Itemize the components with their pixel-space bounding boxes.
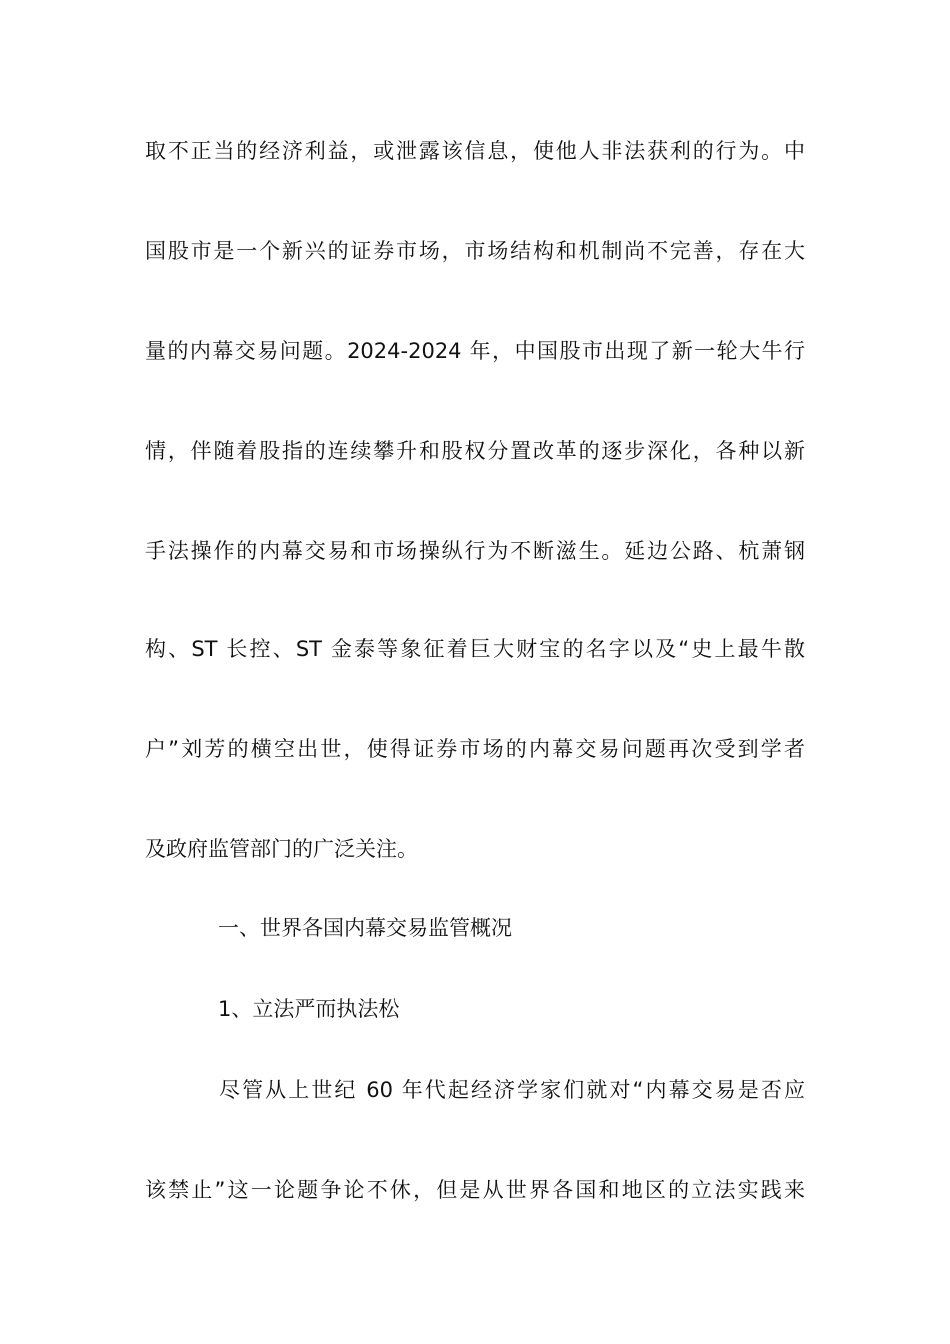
paragraph-2-line-1: 尽管从上世纪 60 年代起经济学家们就对“内幕交易是否应	[219, 1078, 805, 1102]
body-text-line-8: 及政府监管部门的广泛关注。	[145, 837, 418, 861]
paragraph-2-line-2: 该禁止”这一论题争论不休，但是从世界各国和地区的立法实践来	[145, 1178, 805, 1202]
section-heading: 一、世界各国内幕交易监管概况	[218, 916, 512, 940]
body-text-line-4: 情，伴随着股指的连续攀升和股权分置改革的逐步深化，各种以新	[145, 439, 805, 463]
body-text-line-2: 国股市是一个新兴的证券市场，市场结构和机制尚不完善，存在大	[145, 239, 805, 263]
body-text-line-5: 手法操作的内幕交易和市场操纵行为不断滋生。延边公路、杭萧钢	[145, 539, 805, 563]
body-text-line-1: 取不正当的经济利益，或泄露该信息，使他人非法获利的行为。中	[145, 139, 805, 163]
body-text-line-6: 构、ST 长控、ST 金泰等象征着巨大财宝的名字以及“史上最牛散	[145, 637, 805, 661]
subsection-heading: 1、立法严而执法松	[218, 997, 400, 1021]
body-text-line-3: 量的内幕交易问题。2024-2024 年，中国股市出现了新一轮大牛行	[145, 339, 805, 363]
body-text-line-7: 户”刘芳的横空出世，使得证券市场的内幕交易问题再次受到学者	[145, 737, 805, 761]
